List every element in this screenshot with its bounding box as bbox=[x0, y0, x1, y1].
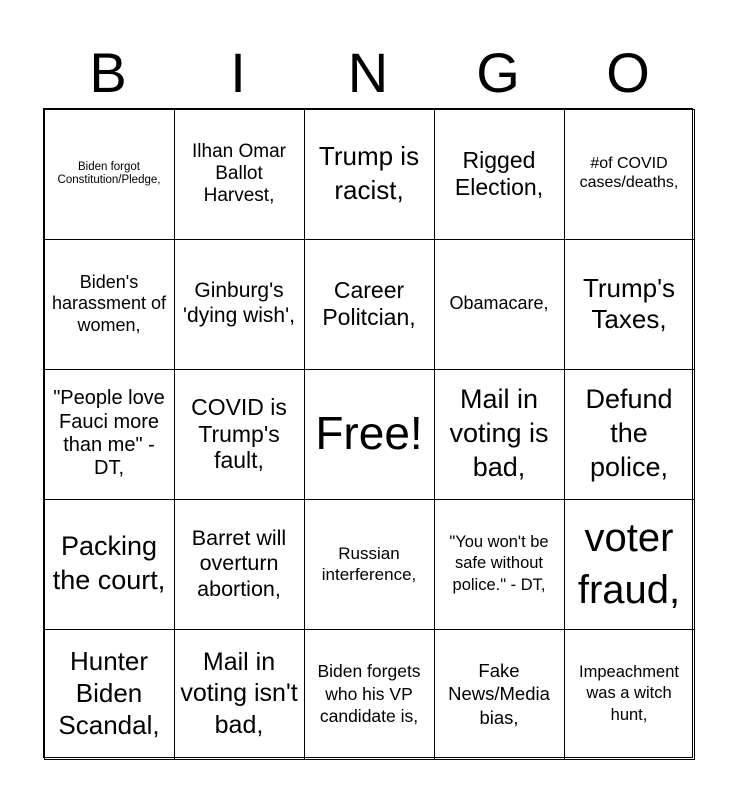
header-letter-g: G bbox=[476, 41, 520, 104]
header-letter-i: I bbox=[230, 41, 246, 104]
cell-text: Obamacare, bbox=[449, 293, 549, 314]
cell-text: Trump's Taxes, bbox=[582, 272, 676, 334]
bingo-cell[interactable] bbox=[434, 369, 565, 500]
bingo-cell[interactable] bbox=[304, 499, 435, 630]
bingo-cell[interactable] bbox=[564, 109, 695, 240]
cell-text: Mail in voting isn't bad, bbox=[180, 648, 298, 739]
cell-text: Hunter Biden Scandal, bbox=[58, 646, 160, 740]
cell-text: Barret will overturn abortion, bbox=[191, 526, 287, 601]
bingo-cell[interactable] bbox=[174, 629, 305, 760]
cell-text: Mail in voting is bad, bbox=[449, 384, 549, 482]
cell-text: Ginburg's 'dying wish', bbox=[183, 279, 295, 327]
bingo-cell[interactable] bbox=[44, 239, 175, 370]
cell-text: Ilhan Omar Ballot Harvest, bbox=[192, 140, 286, 207]
cell-text: #of COVID cases/deaths, bbox=[579, 155, 679, 191]
bingo-cell[interactable] bbox=[434, 499, 565, 630]
cell-text: Career Politcian, bbox=[322, 277, 416, 330]
bingo-cell[interactable] bbox=[174, 239, 305, 370]
bingo-cell[interactable] bbox=[44, 629, 175, 760]
cell-text: Biden forgot Constitution/Pledge, bbox=[57, 160, 161, 186]
bingo-cell[interactable] bbox=[44, 499, 175, 630]
cell-text: Defund the police, bbox=[585, 384, 673, 482]
cell-text: Fake News/Media bias, bbox=[448, 660, 550, 728]
cell-text: voter fraud, bbox=[577, 516, 681, 612]
bingo-cell[interactable] bbox=[44, 369, 175, 500]
bingo-cell[interactable] bbox=[304, 109, 435, 240]
cell-text: Packing the court, bbox=[52, 531, 166, 595]
cell-text: "You won't be safe without police." - DT, bbox=[449, 532, 549, 594]
bingo-cell[interactable] bbox=[174, 369, 305, 500]
header-letter-b: B bbox=[89, 41, 127, 104]
bingo-cell[interactable] bbox=[434, 629, 565, 760]
cell-text: Trump is racist, bbox=[318, 141, 420, 205]
bingo-grid bbox=[43, 108, 693, 758]
bingo-cell[interactable] bbox=[564, 369, 695, 500]
bingo-cell[interactable] bbox=[304, 239, 435, 370]
bingo-cell[interactable] bbox=[564, 239, 695, 370]
cell-text: Rigged Election, bbox=[454, 147, 544, 200]
free-space-text: Free! bbox=[315, 407, 423, 460]
free-space-cell[interactable] bbox=[304, 369, 435, 500]
cell-text: Impeachment was a witch hunt, bbox=[579, 662, 679, 724]
cell-text: "People love Fauci more than me" - DT, bbox=[53, 387, 165, 480]
bingo-cell[interactable] bbox=[304, 629, 435, 760]
bingo-cell[interactable] bbox=[434, 109, 565, 240]
bingo-cell[interactable] bbox=[564, 499, 695, 630]
header-letter-o: O bbox=[606, 41, 650, 104]
bingo-cell[interactable] bbox=[174, 499, 305, 630]
cell-text: Biden's harassment of women, bbox=[51, 272, 167, 335]
bingo-cell[interactable] bbox=[434, 239, 565, 370]
bingo-cell[interactable] bbox=[564, 629, 695, 760]
cell-text: COVID is Trump's fault, bbox=[191, 393, 287, 474]
cell-text: Biden forgets who his VP candidate is, bbox=[317, 660, 421, 727]
header-letter-n: N bbox=[347, 41, 389, 104]
bingo-cell[interactable] bbox=[174, 109, 305, 240]
bingo-cell[interactable] bbox=[44, 109, 175, 240]
bingo-header bbox=[43, 38, 693, 108]
cell-text: Russian interference, bbox=[321, 543, 417, 584]
